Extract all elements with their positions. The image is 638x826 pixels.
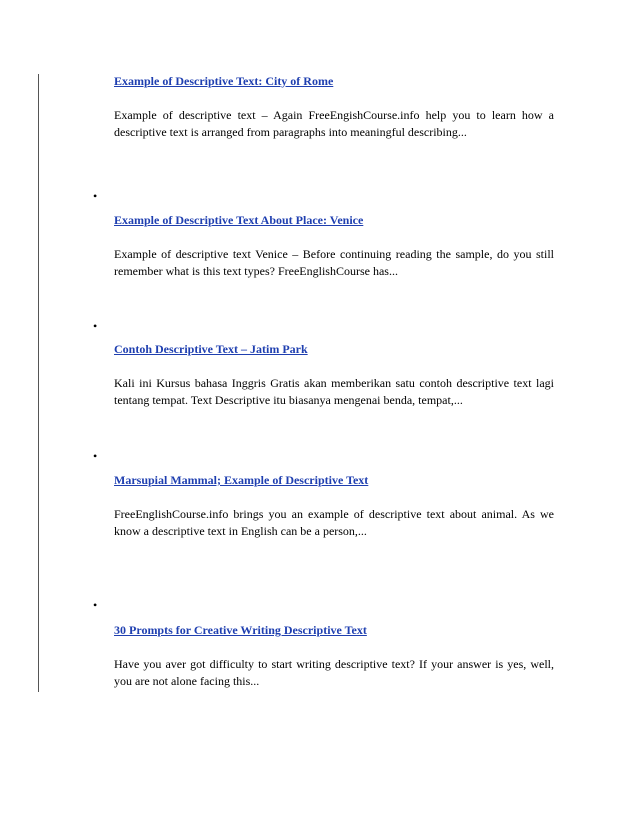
article-excerpt: Example of descriptive text Venice – Before continuing reading the sample, do you still remember what is this text types? FreeEnglishCourse has... [114, 247, 554, 278]
article-entry [114, 73, 554, 141]
article-entry [114, 212, 554, 280]
article-title-link[interactable]: Example of Descriptive Text: City of Rome [114, 74, 334, 88]
article-entry [114, 622, 554, 690]
article-excerpt: Example of descriptive text – Again FreeEngishCourse.info help you to learn how a descriptive text is arranged from paragraphs into meaningful describing... [114, 108, 554, 139]
article-entry [114, 341, 554, 409]
article-title-link[interactable]: Example of Descriptive Text About Place: Venice [114, 213, 364, 227]
bullet-marker: • [93, 319, 98, 333]
article-title-link[interactable]: Marsupial Mammal; Example of Descriptive Text [114, 473, 369, 487]
article-excerpt: Have you aver got difficulty to start writing descriptive text? If your answer is yes, well, you are not alone facing this... [114, 657, 554, 688]
article-excerpt: FreeEnglishCourse.info brings you an example of descriptive text about animal. As we know a descriptive text in English can be a person,... [114, 507, 554, 538]
bullet-marker: • [93, 598, 98, 612]
bullet-marker: • [93, 189, 98, 203]
article-excerpt: Kali ini Kursus bahasa Inggris Gratis akan memberikan satu contoh descriptive text lagi tentang tempat. Text Descriptive itu biasanya mengenai benda, tempat,... [114, 376, 554, 407]
article-title-link[interactable]: Contoh Descriptive Text – Jatim Park [114, 342, 308, 356]
article-title-link[interactable]: 30 Prompts for Creative Writing Descriptive Text [114, 623, 367, 637]
left-margin-rule [38, 74, 39, 692]
article-entry [114, 472, 554, 540]
bullet-marker: • [93, 449, 98, 463]
